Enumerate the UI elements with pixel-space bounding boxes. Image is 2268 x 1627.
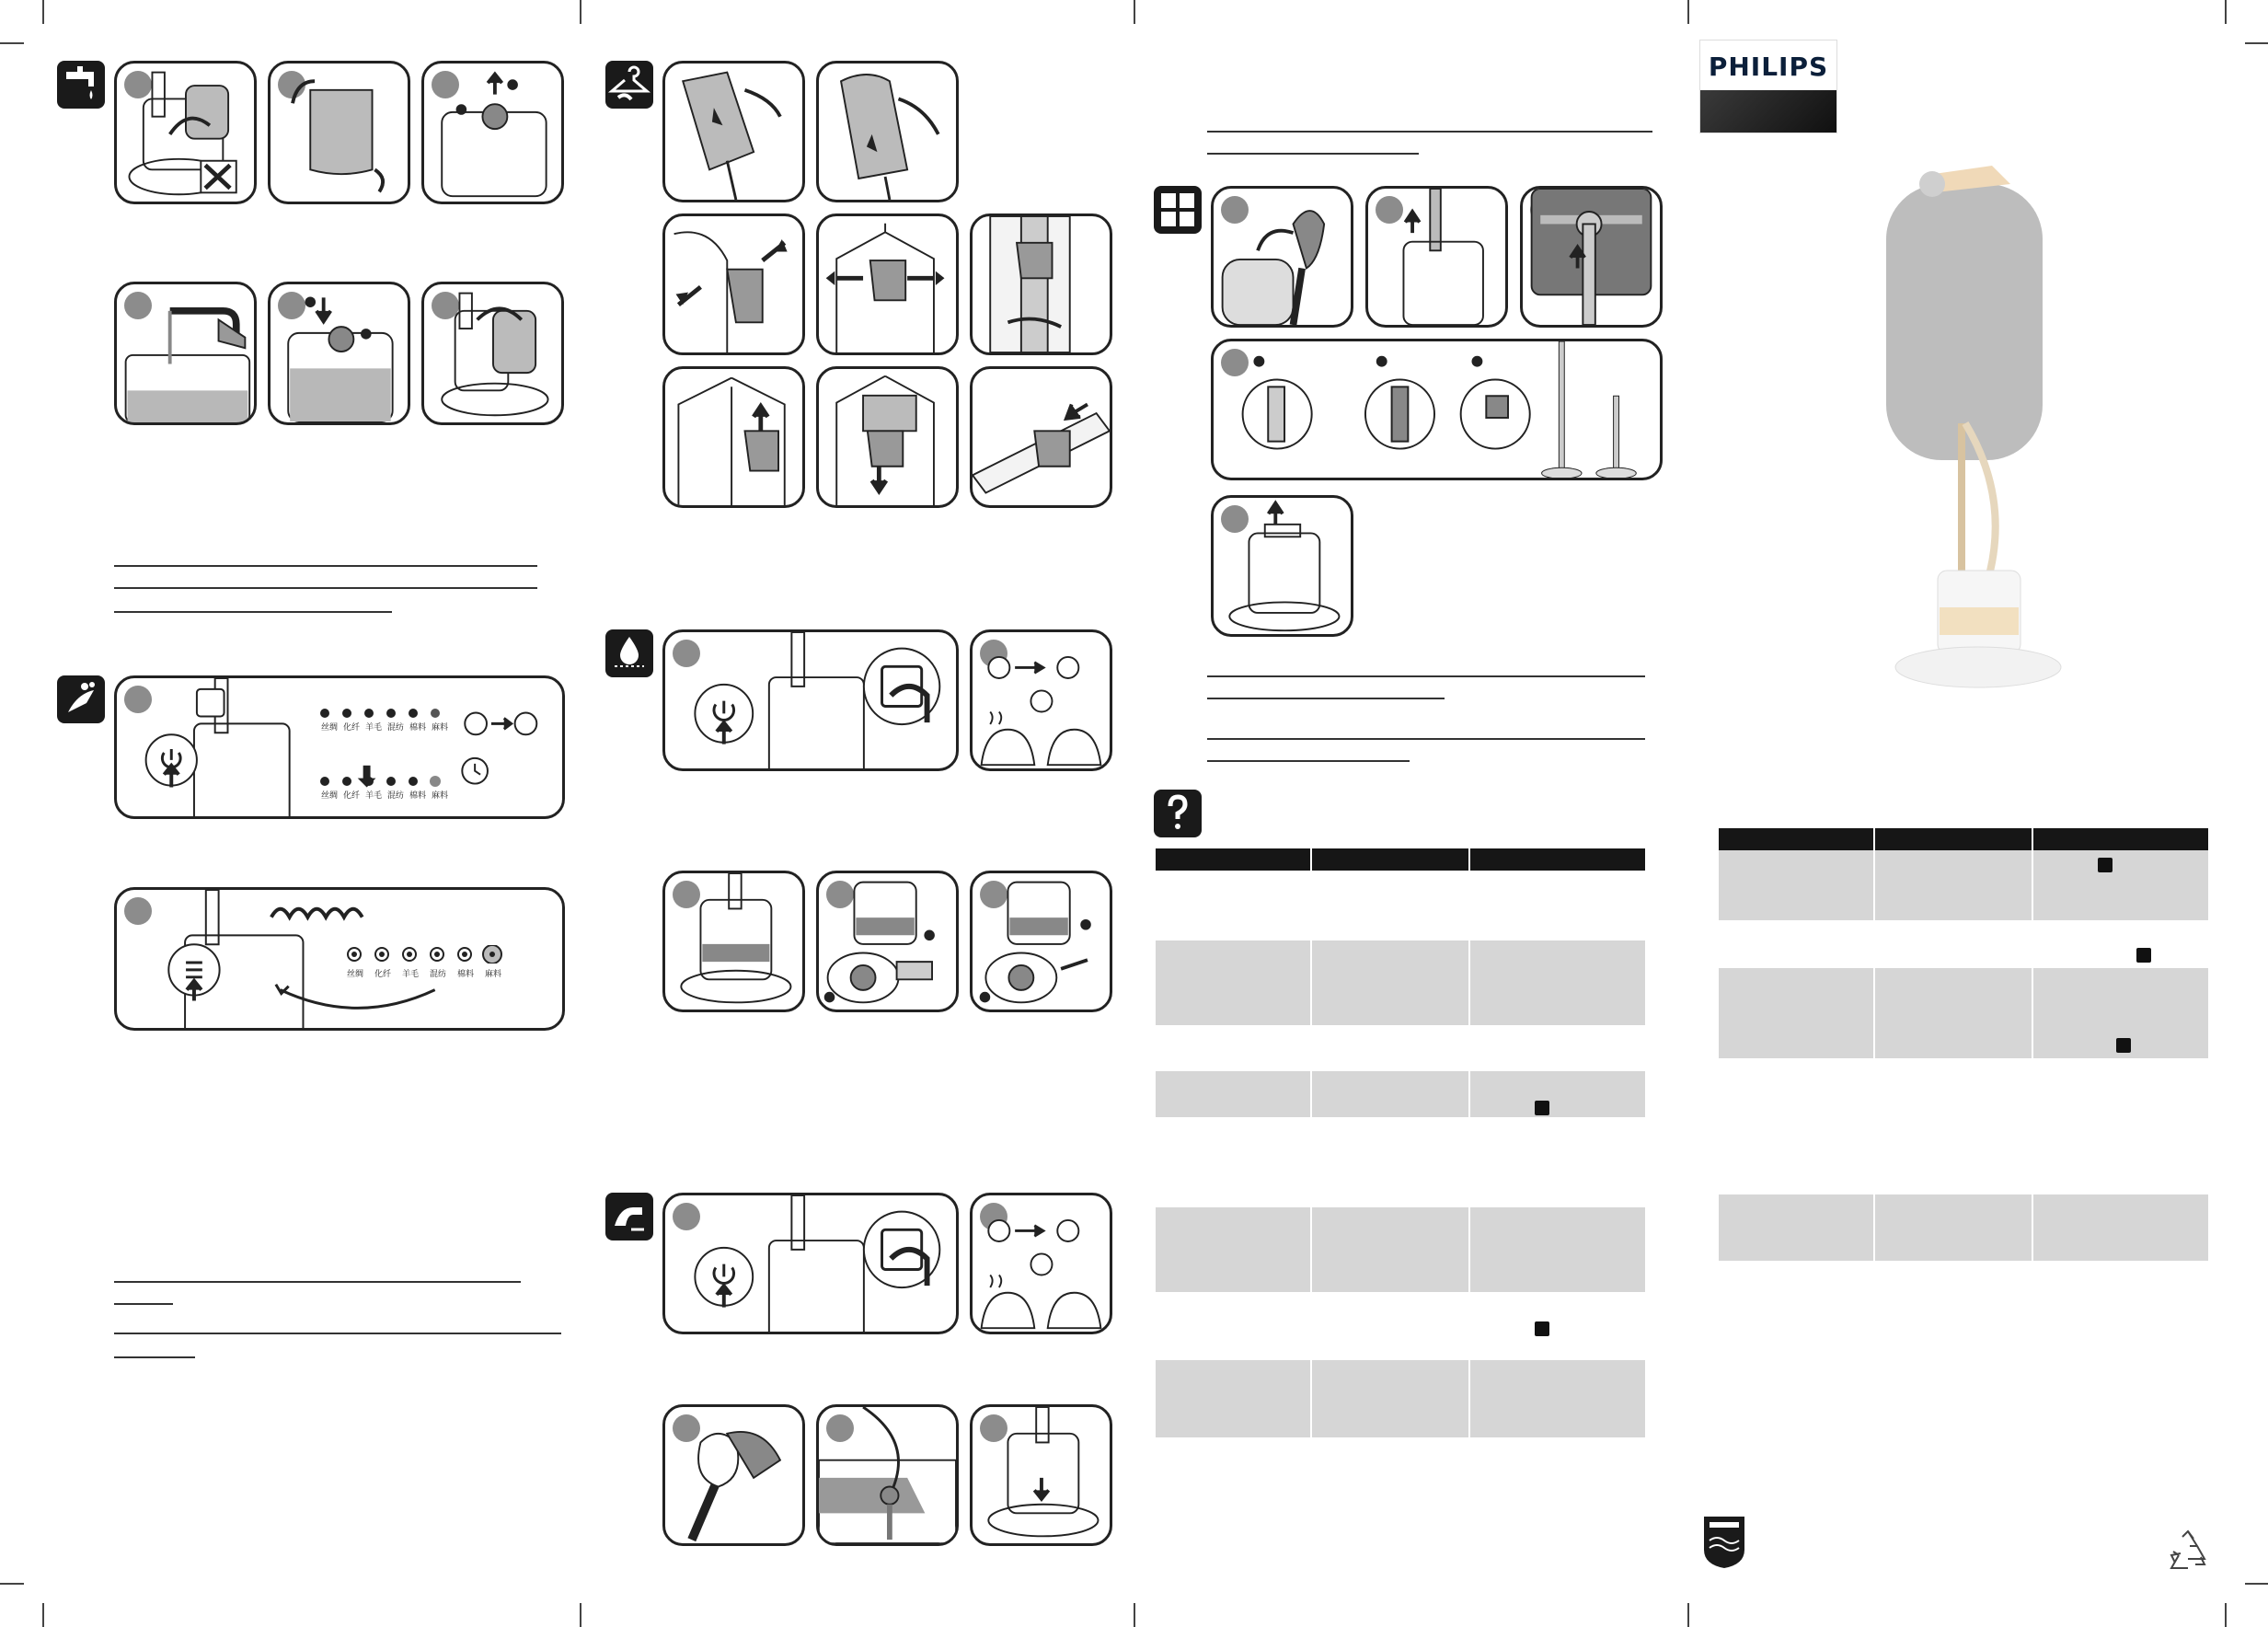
philips-shield-icon <box>1702 1515 1746 1570</box>
text-line <box>1207 131 1652 133</box>
illustration-drain-tank <box>816 1404 959 1546</box>
column-divider <box>1310 940 1312 1025</box>
crop-mark <box>2245 42 2268 44</box>
steam-icon <box>57 675 105 723</box>
logo-band <box>1700 90 1836 133</box>
fold-mark <box>580 1603 581 1627</box>
crop-mark <box>2225 0 2227 24</box>
wrench-icon <box>2098 858 2113 872</box>
illustration-open-tank <box>268 61 410 204</box>
illustration-steam-placket <box>970 213 1112 355</box>
column-divider <box>1873 850 1875 920</box>
illustration-descale-cap-close <box>970 871 1112 1012</box>
text-line <box>1207 153 1419 155</box>
illustration-descale-heat <box>970 629 1112 771</box>
illustration-steam-sleeve <box>970 366 1112 508</box>
question-icon <box>1154 790 1202 837</box>
text-line <box>1207 760 1410 762</box>
illustration-open-cap <box>421 61 564 204</box>
column-divider <box>1468 940 1470 1025</box>
setting-label: 麻料 <box>432 723 449 733</box>
table-row <box>1719 968 2208 1058</box>
table-row <box>1156 1207 1645 1292</box>
table-header <box>1719 828 2208 850</box>
column-divider <box>1310 1360 1312 1437</box>
fold-mark <box>1134 1603 1135 1627</box>
illustration-remove-tank <box>114 61 257 204</box>
puzzle-icon <box>1154 186 1202 234</box>
crop-mark <box>2225 1603 2227 1627</box>
illustration-remove-board <box>1520 186 1663 328</box>
column-divider <box>1873 1194 1875 1261</box>
text-line <box>1207 738 1645 740</box>
illustration-descale-power <box>662 629 959 771</box>
table-header <box>1156 848 1645 871</box>
text-line <box>114 1303 173 1305</box>
setting-label: 棉料 <box>409 791 427 801</box>
illustration-steam-shirt-collar <box>662 213 805 355</box>
text-line <box>114 1356 195 1358</box>
brand-logo <box>1700 40 1836 133</box>
column-divider <box>1310 848 1312 871</box>
column-divider <box>2032 828 2033 850</box>
setting-label: 羊毛 <box>365 791 383 801</box>
fold-mark <box>1687 0 1689 24</box>
table-row <box>1719 1194 2208 1261</box>
column-divider <box>2032 850 2033 920</box>
illustration-steam-board-1 <box>662 61 805 202</box>
illustration-close-cap <box>268 282 410 425</box>
setting-label: 化纤 <box>343 723 361 733</box>
fold-mark <box>580 0 581 24</box>
crop-mark <box>42 1603 44 1627</box>
setting-label: 羊毛 <box>402 970 420 979</box>
hand-wipe-icon <box>605 1193 653 1240</box>
column-divider <box>1468 848 1470 871</box>
fold-mark <box>1687 1603 1689 1627</box>
setting-label: 混纺 <box>387 791 405 801</box>
illustration-attach-tank <box>421 282 564 425</box>
illustration-steam-shirt-front <box>662 366 805 508</box>
crop-mark <box>42 0 44 24</box>
setting-label: 丝绸 <box>321 791 339 801</box>
hanger-icon <box>605 61 653 109</box>
column-divider <box>1468 1071 1470 1117</box>
table-row <box>1156 940 1645 1025</box>
column-divider <box>1873 828 1875 850</box>
recycle-icon <box>2164 1528 2212 1572</box>
illustration-descale-cap-open <box>816 871 959 1012</box>
illustration-wipe-head <box>662 1404 805 1546</box>
illustration-fill-water <box>114 282 257 425</box>
illustration-steam-shirt-back <box>816 213 959 355</box>
illustration-power-on-panel <box>114 675 565 819</box>
table-row <box>1156 1071 1645 1117</box>
text-line <box>1207 698 1445 699</box>
table-row <box>1719 850 2208 920</box>
setting-label: 混纺 <box>430 970 447 979</box>
crop-mark <box>0 1583 24 1585</box>
setting-label: 化纤 <box>374 970 392 979</box>
water-drop-icon <box>1535 1321 1549 1336</box>
column-divider <box>1873 968 1875 1058</box>
setting-label: 棉料 <box>409 723 427 733</box>
illustration-descale-tank <box>662 871 805 1012</box>
illustration-steam-jacket <box>816 366 959 508</box>
column-divider <box>2032 1194 2033 1261</box>
steamer-product-image <box>1859 147 2098 699</box>
illustration-remove-head <box>1211 186 1353 328</box>
illustration-remove-hose <box>1365 186 1508 328</box>
illustration-remove-pole <box>1211 339 1663 480</box>
text-line <box>1207 675 1645 677</box>
column-divider <box>1310 1207 1312 1292</box>
setting-label: 麻料 <box>485 970 502 979</box>
column-divider <box>1468 1207 1470 1292</box>
illustration-clean-power <box>662 1193 959 1334</box>
illustration-clean-cool <box>970 1193 1112 1334</box>
column-divider <box>1468 1360 1470 1437</box>
water-drop-icon <box>605 629 653 677</box>
brand-name: PHILIPS <box>1708 52 1829 82</box>
setting-label: 混纺 <box>387 723 405 733</box>
wrench-icon <box>2116 1038 2131 1053</box>
illustration-select-setting <box>114 887 565 1031</box>
column-divider <box>2032 968 2033 1058</box>
illustration-store-tank <box>970 1404 1112 1546</box>
setting-label: 羊毛 <box>365 723 383 733</box>
crop-mark <box>0 42 24 44</box>
wrench-icon <box>2136 948 2151 963</box>
water-drop-icon <box>1535 1101 1549 1115</box>
text-line <box>114 1281 521 1283</box>
column-divider <box>1310 1071 1312 1117</box>
setting-label: 棉料 <box>457 970 475 979</box>
setting-label: 麻料 <box>432 791 449 801</box>
setting-label: 丝绸 <box>321 723 339 733</box>
illustration-store-base <box>1211 495 1353 637</box>
table-row <box>1156 1360 1645 1437</box>
text-line <box>114 587 537 589</box>
crop-mark <box>2245 1583 2268 1585</box>
text-line <box>114 611 392 613</box>
faucet-icon <box>57 61 105 109</box>
text-line <box>114 565 537 567</box>
setting-label: 丝绸 <box>347 970 364 979</box>
illustration-steam-board-2 <box>816 61 959 202</box>
setting-label: 化纤 <box>343 791 361 801</box>
text-line <box>114 1333 561 1334</box>
fold-mark <box>1134 0 1135 24</box>
